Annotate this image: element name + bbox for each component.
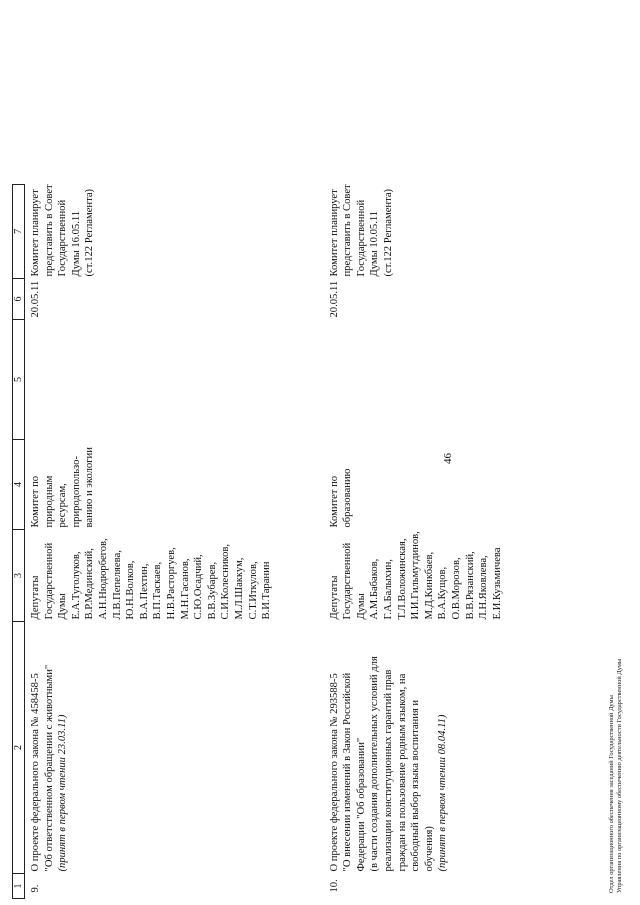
committee-line: природопользо- (70, 455, 82, 528)
bill-line: обучения) (423, 826, 435, 872)
due-date: 20.05.11 (30, 280, 41, 318)
footer (608, 659, 624, 893)
header-row (13, 184, 25, 898)
bill-line: "О внесении изменений в Закон Российской (342, 672, 354, 872)
author-line: Е.А.Туголуков, (70, 551, 82, 620)
committee-plan (324, 184, 505, 278)
table-row (324, 184, 505, 898)
bill-authors (324, 530, 505, 622)
bill-description (25, 622, 274, 874)
author-line: О.В.Морозов, (451, 557, 463, 620)
plan-line: Государственной (57, 199, 69, 277)
bill-note: (принят в первом чтении 08.04.11) (437, 714, 449, 872)
author-line: А.Н.Нюдюрбегов, (97, 538, 109, 620)
bill-description (324, 622, 505, 874)
bill-authors (25, 530, 274, 622)
author-line: В.Р.Мединский, (84, 548, 96, 620)
column-5-cell (324, 320, 505, 440)
bills-table (12, 184, 504, 899)
author-line: Е.И.Кузьмичева (491, 547, 503, 620)
author-line: С.Ю.Осадчий, (193, 554, 205, 620)
committee-plan (25, 184, 274, 278)
committee-line: Комитет по (328, 475, 340, 528)
col-header-2: 2 (13, 622, 25, 874)
author-line: Г.А.Балыхин, (383, 559, 395, 620)
plan-line: (ст.122 Регламента) (84, 188, 96, 277)
author-line: С.Т.Иткулов, (247, 561, 259, 620)
col-header-5: 5 (13, 320, 25, 440)
row-number: 9. (30, 884, 41, 893)
bill-line: свободный выбор языка воспитания и (410, 699, 422, 872)
author-line: Государственной (342, 542, 354, 620)
author-line: М.Л.Шаккум, (233, 557, 245, 620)
committee-line: ресурсам, (57, 483, 69, 528)
page-number: 46 (442, 453, 454, 464)
bill-line: реализации конституционных гарантий прав (383, 669, 395, 872)
column-5-cell (25, 320, 274, 440)
author-line: В.П.Таскаев, (152, 561, 164, 620)
col-header-6: 6 (13, 279, 25, 320)
due-date: 20.05.11 (328, 280, 340, 318)
row-spacer (274, 184, 324, 898)
responsible-committee (25, 440, 274, 530)
author-line: Депутаты (328, 575, 340, 620)
author-line: Л.Н.Яковлева, (478, 555, 490, 620)
author-line: Т.Л.Воложинская, (396, 538, 408, 620)
bill-title: О проекте федерального закона № 458458-5 (30, 673, 41, 872)
author-line: Н.В.Расторгуев, (165, 547, 177, 620)
author-line: Думы (355, 593, 367, 620)
author-line: Государственной (43, 542, 55, 620)
col-header-4: 4 (13, 440, 25, 530)
author-line: В.А.Пехтин, (138, 563, 150, 620)
author-line: М.Н.Гасанов, (179, 558, 191, 620)
committee-line: Комитет по (30, 475, 41, 528)
bill-line: граждан на пользование родным языком, на (396, 673, 408, 872)
committee-line: природным (43, 475, 55, 528)
plan-line: Комитет планирует (30, 189, 41, 277)
bill-note: (принят в первом чтении 23.03.11) (57, 714, 69, 872)
author-line: Ю.Н.Волков, (125, 560, 137, 620)
plan-line: (ст.122 Регламента) (383, 188, 395, 277)
author-line: Л.В.Пепеляева, (111, 550, 123, 620)
author-line: И.И.Гильмутдинов, (410, 531, 422, 620)
author-line: С.И.Колесников, (220, 543, 232, 620)
row-number: 10. (328, 879, 340, 893)
author-line: В.В.Зубарев, (206, 561, 218, 620)
col-header-3: 3 (13, 530, 25, 622)
col-header-1: 1 (13, 874, 25, 899)
bill-line: (в части создания дополнительных условий для (369, 656, 381, 872)
col-header-7: 7 (13, 184, 25, 278)
bill-title: О проекте федерального закона № 293588-5 (328, 673, 340, 872)
bill-line: "Об ответственном обращении с животными" (43, 664, 55, 872)
committee-line: образованию (342, 468, 354, 528)
committee-line: ванию и экологии (84, 447, 96, 528)
author-line: Думы (57, 593, 69, 620)
bill-line: Федерации "Об образовании" (355, 737, 367, 872)
table-row (25, 184, 274, 898)
plan-line: Думы 10.05.11 (369, 210, 381, 277)
author-line: В.В.Рязанский, (464, 551, 476, 620)
author-line: В.А.Кущов, (437, 566, 449, 620)
responsible-committee (324, 440, 505, 530)
plan-line: Государственной (355, 199, 367, 277)
author-line: В.И.Таранин (261, 561, 273, 620)
footer-line-2: Управления по организационному обеспечению деятельности Государственной Думы (616, 658, 623, 893)
plan-line: Комитет планирует (328, 189, 340, 277)
footer-line-1: Отдел организационного обеспечения заседаний Государственной Думы (608, 695, 615, 893)
author-line: Депутаты (30, 575, 41, 620)
plan-line: представить в Совет (43, 184, 55, 277)
author-line: М.Д.Кинкбаев, (423, 551, 435, 620)
plan-line: представить в Совет (342, 184, 354, 277)
author-line: А.М.Бабаков, (369, 558, 381, 620)
plan-line: Думы 16.05.11 (70, 210, 82, 277)
